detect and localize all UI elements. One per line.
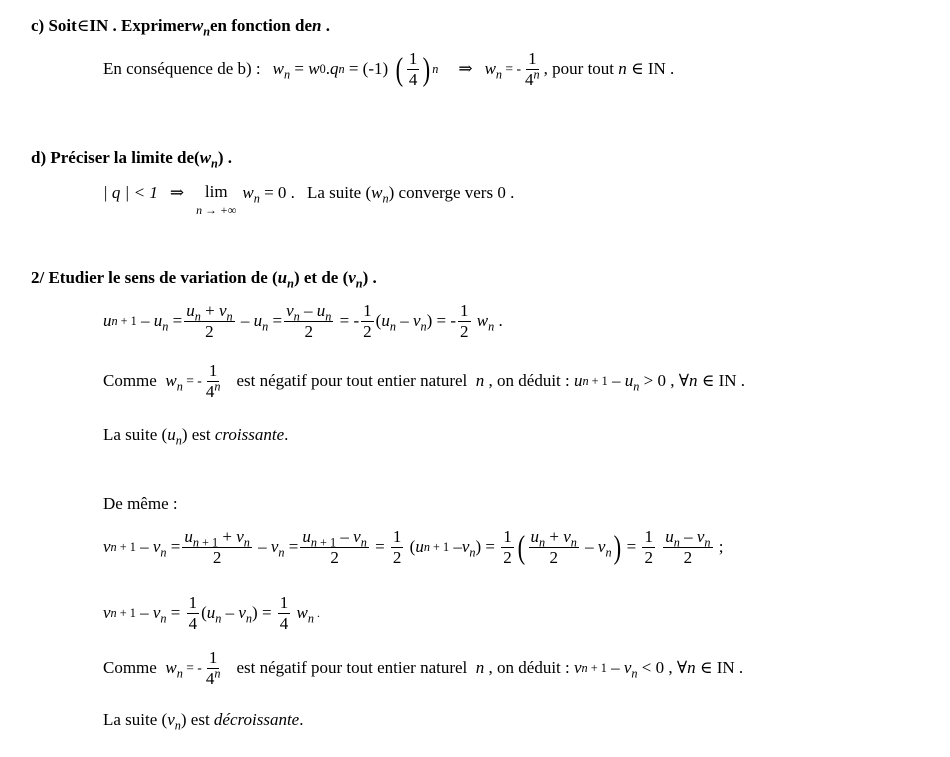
section-2-heading: 2/ Etudier le sens de variation de ( $u_n$ ) et de ( $v_n$ ) . xyxy=(31,268,377,291)
u-conclusion: La suite ( $u_n$ ) est croissante . xyxy=(103,425,289,448)
section-d-heading: d) Préciser la limite de ( $w_n$ ) . xyxy=(31,148,233,171)
u-sign-reasoning: Comme $w_n$ = - $\frac{1}{4^n}$ est négatif pour tout entier naturel n , on déduit : u n + 1 – $u_n$ > 0 , ∀ n ∈ IN . xyxy=(103,361,746,401)
section-d-limit: | q | < 1 ⇒ lim n → +∞ $w_n$ = 0 . La suite ( $w_n$ ) converge vers 0 . xyxy=(103,182,515,217)
de-meme-label: De même : xyxy=(103,494,178,513)
v-difference-formula: v n + 1 – $v_n$ = $\frac{u_{n + 1} + v_n}{2}$ – $v_n$ = $\frac{u_{n + 1} - v_n}{2}$ = $\frac{1}{2}$ ( u n + 1 – $v_n$ ) = $\frac{1}{2}$ ( $\frac{u_n + v_n}{2}$ – $v_n$ ) = $\frac{1}{2}$ $\frac{u_n - v_n}{2}$ ; xyxy=(103,527,724,567)
v-sign-reasoning: Comme $w_n$ = - $\frac{1}{4^n}$ est négatif pour tout entier naturel n , on déduit : v n + 1 – $v_n$ < 0 , ∀ n ∈ IN . xyxy=(103,648,744,688)
v-difference-result: v n + 1 – $v_n$ = $\frac{1}{4}$ ( $u_n$ – $v_n$ ) = $\frac{1}{4}$ $w_n$ . xyxy=(103,593,320,633)
v-conclusion: La suite ( $v_n$ ) est décroissante . xyxy=(103,710,304,733)
section-c-formula: En conséquence de b) : $w_n$ = w 0 . q n = (-1) ( $\frac{1}{4}$ ) n ⇒ $w_n$ = - $\frac{1}{4^n}$ , pour tout n ∈ IN . xyxy=(103,49,675,89)
u-difference-formula: u n + 1 – $u_n$ = $\frac{u_n + v_n}{2}$ – $u_n$ = $\frac{v_n - u_n}{2}$ = - $\frac{1}{2}$ ( $u_n$ – $v_n$ ) = - $\frac{1}{2}$ $w_n$ . xyxy=(103,301,503,341)
section-c-heading: c) Soit ∈ IN . Exprimer $w_n$ en fonction de n . xyxy=(31,16,330,39)
